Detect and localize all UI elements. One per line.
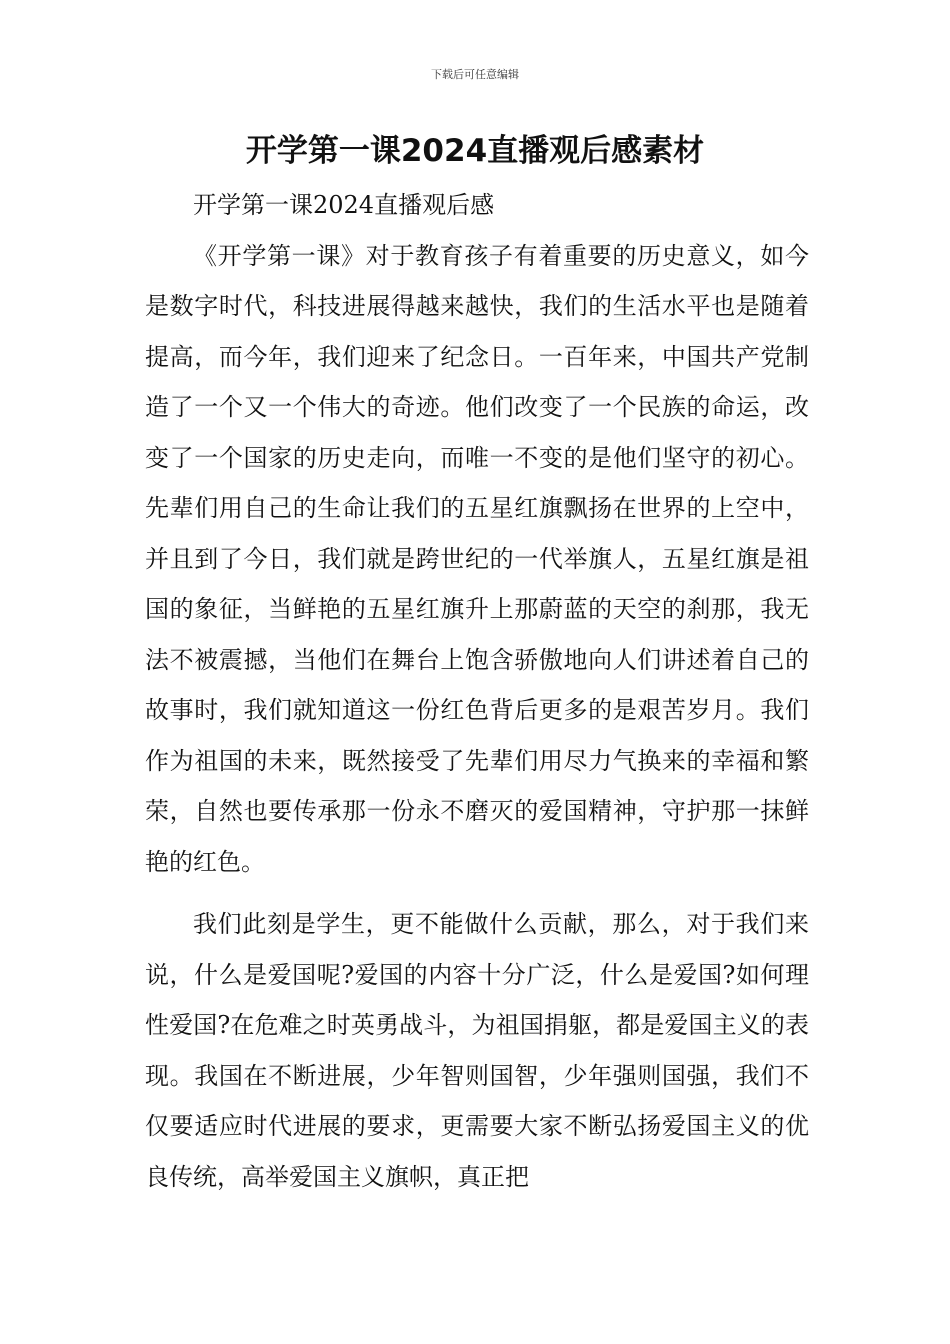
paragraph: 我们此刻是学生，更不能做什么贡献，那么，对于我们来说，什么是爱国呢?爱国的内容十分广泛，什么是爱国?如何理性爱国?在危难之时英勇战斗，为祖国捐躯，都是爱国主义的表现。我国在不断进展，少年智则国智，少年强则国强，我们不仅要适应时代进展的要求，更需要大家不断弘扬爱国主义的优良传统，高举爱国主义旗帜，真正把 <box>145 910 809 1191</box>
document-title: 开学第一课2024直播观后感素材 <box>245 133 705 169</box>
paragraph: 《开学第一课》对于教育孩子有着重要的历史意义，如今是数字时代，科技进展得越来越快，我们的生活水平也是随着提高，而今年，我们迎来了纪念日。一百年来，中国共产党制造了一个又一个伟大的奇迹。他们改变了一个民族的命运，改变了一个国家的历史走向，而唯一不变的是他们坚守的初心。先辈们用自己的生命让我们的五星红旗飘扬在世界的上空中，并且到了今日，我们就是跨世纪的一代举旗人，五星红旗是祖国的象征，当鲜艳的五星红旗升上那蔚蓝的天空的刹那，我无法不被震撼，当他们在舞台上饱含骄傲地向人们讲述着自己的故事时，我们就知道这一份红色背后更多的是艰苦岁月。我们作为祖国的未来，既然接受了先辈们用尽力气换来的幸福和繁荣，自然也要传承那一份永不磨灭的爱国精神，守护那一抹鲜艳的红色。 <box>145 241 809 876</box>
document-body <box>145 180 809 1202</box>
document-subtitle: 开学第一课2024直播观后感 <box>193 191 495 219</box>
header-note: 下载后可任意编辑 <box>431 68 519 81</box>
